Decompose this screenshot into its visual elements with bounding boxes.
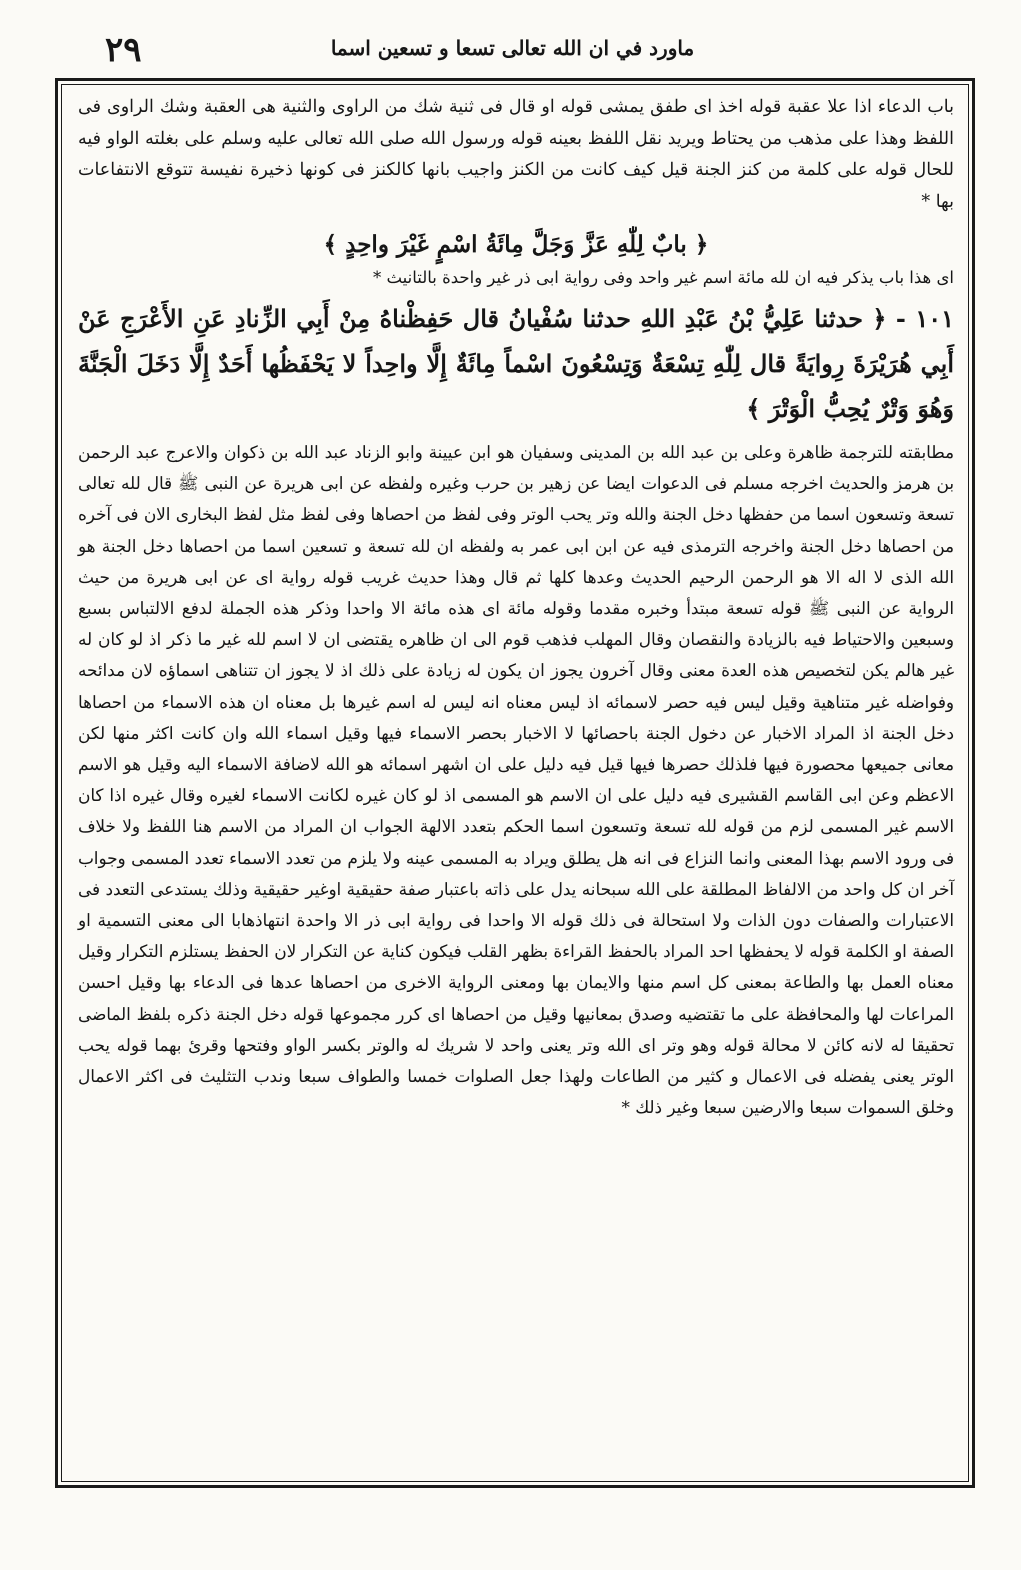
commentary [78,437,954,1123]
chapter-heading: ﴿ بابٌ لِلّٰهِ عَزَّ وَجَلَّ مِائَةُ اسْمٍ غَيْرَ واحِدٍ ﴾ [323,231,709,258]
intro-paragraph: باب الدعاء اذا علا عقبة قوله اخذ اى طفق يمشى قوله او قال فى ثنية شك من الراوى والثنية هى العقبة وشك الراوى فى اللفظ وهذا على مذهب من يحتاط ويريد نقل اللفظ بعينه قوله ورسول الله صلى الله تعالى عليه وسلم على بغلته الواو فيه للحال قوله على كلمة من كنز الجنة قيل كيف كانت من الكنز واجيب بانها كالكنز فى كونها ذخيرة نفيسة تتوقع الانتفاعات بها * [78,97,954,212]
page-number: ٢٩ [105,30,142,70]
hadith-text: ١٠١ - ﴿ حدثنا عَلِيُّ بْنُ عَبْدِ اللهِ حدثنا سُفْيانُ قال حَفِظْناهُ مِنْ أَبِي الزِّنادِ عَنِ الأَعْرَجِ عَنْ أَبِي هُرَيْرَةَ رِوايَةً قال لِلّٰهِ تِسْعَةٌ وَتِسْعُونَ اسْماً مِائَةٌ إِلَّا واحِداً لا يَحْفَظُها أَحَدٌ إِلَّا دَخَلَ الْجَنَّةَ وَهُوَ وَتْرٌ يُحِبُّ الْوَتْرَ ﴾ [78,304,954,423]
chapter-note: اى هذا باب يذكر فيه ان لله مائة اسم غير واحد وفى رواية ابى ذر غير واحدة بالتانيث * [372,268,954,287]
page-header [55,28,970,78]
commentary-paragraph: مطابقته للترجمة ظاهرة وعلى بن عبد الله بن المدينى وسفيان هو ابن عيينة وابو الزناد عبد الله بن ذكوان والاعرج عبد الرحمن بن هرمز والحديث اخرجه مسلم فى الدعوات ايضا عن زهير بن حرب وغيره ولفظه عن ابى هريرة عن النبى ﷺ قال لله تعالى تسعة وتسعون اسما من حفظها دخل الجنة والله وتر يحب الوتر وفى لفظ من احصاها وفى لفظ مثل لفظ البخارى الان فى آخره من احصاها دخل الجنة واخرجه الترمذى فيه عن ابن ابى عمر به ولفظه ان لله تسعة و تسعين اسما من احصاها دخل الجنة هو الله الذى لا اله الا هو الرحمن الرحيم الحديث وعدها كلها ثم قال وهذا حديث غريب قوله رواية اى عن ابى هريرة من حيث الرواية عن النبى ﷺ قوله تسعة مبتدأ وخبره مقدما وقوله مائة اى هذه مائة الا واحدا وذكر هذه الجملة لدفع الالتباس بسبع وسبعين والاحتياط فيه بالزيادة والنقصان وقال المهلب فذهب قوم الى ان ظاهره يقتضى ان لا اسم لله غير ما ذكر اذ لو كان له غير هالم يكن لتخصيص هذه العدة معنى وقال آخرون يجوز ان يكون له زيادة على ذلك اذ لا يجوز ان تتناهى اسماؤه لان مدائحه وفواضله غير متناهية وقيل ليس فيه حصر لاسمائه اذ ليس معناه انه ليس له اسم غيرها بل معناه ان هذه الاسماء من احصاها دخل الجنة اذ المراد الاخبار عن دخول الجنة باحصائها لا الاخبار بحصر الاسماء فيها وقيل اسماء الله وان كانت اكثر منها لكن معانى جميعها محصورة فيها فلذلك حصرها فيها قيل فيه دليل على ان اشهر اسمائه هو الله لاضافة الاسماء اليه وقيل هو الاسم الاعظم وعن ابى القاسم القشيرى فيه دليل على ان الاسم هو المسمى اذ لو كان غيره لكانت الاسماء لغيره وقال غيره اذا كان الاسم غير المسمى لزم من قوله لله تسعة وتسعون اسما الحكم بتعدد الالهة الجواب ان المراد من الاسم هنا اللفظ ولا خلاف فى ورود الاسم بهذا المعنى وانما النزاع فى انه هل يطلق ويراد به المسمى عينه ولا يلزم من تعدد الاسماء تعدد المسمى وجواب آخر ان كل واحد من الالفاظ المطلقة على الله سبحانه يدل على ذاته باعتبار صفة حقيقية اوغير حقيقية وذلك يستدعى التعدد فى الاعتبارات والصفات دون الذات ولا استحالة فى ذلك قوله الا واحدا فى رواية ابى ذر الا واحدة انتهاذهابا الى معنى التسمية او الصفة او الكلمة قوله لا يحفظها احد المراد بالحفظ القراءة بظهر القلب فيكون كناية عن التكرار لان الحفظ يستلزم التكرار وقيل معناه العمل بها والطاعة بمعنى كل اسم منها والايمان بها ومعنى الرواية الاخرى من احصاها عدها فى الدعاء بها وقيل احسن المراعات لها والمحافظة على ما تقتضيه وصدق بمعانيها وقيل من احصاها اى كرر مجموعها قوله دخل الجنة ذكره بلفظ الماضى تحقيقا له لانه كائن لا محالة قوله وهو وتر اى الله وتر يعنى واحد لا شريك له والوتر بكسر الواو وفتحها وقرئ بهما قوله يحب الوتر يعنى يفضله فى الاعمال و كثير من الطاعات ولهذا جعل الصلوات خمسا والطواف سبعا وندب التثليث فى اكثر الاعمال وخلق السموات سبعا والارضين سبعا وغير ذلك * [78,442,954,1118]
running-title: ماورد في ان الله تعالى تسعا و تسعين اسما [330,36,695,60]
page-content [78,92,954,1123]
